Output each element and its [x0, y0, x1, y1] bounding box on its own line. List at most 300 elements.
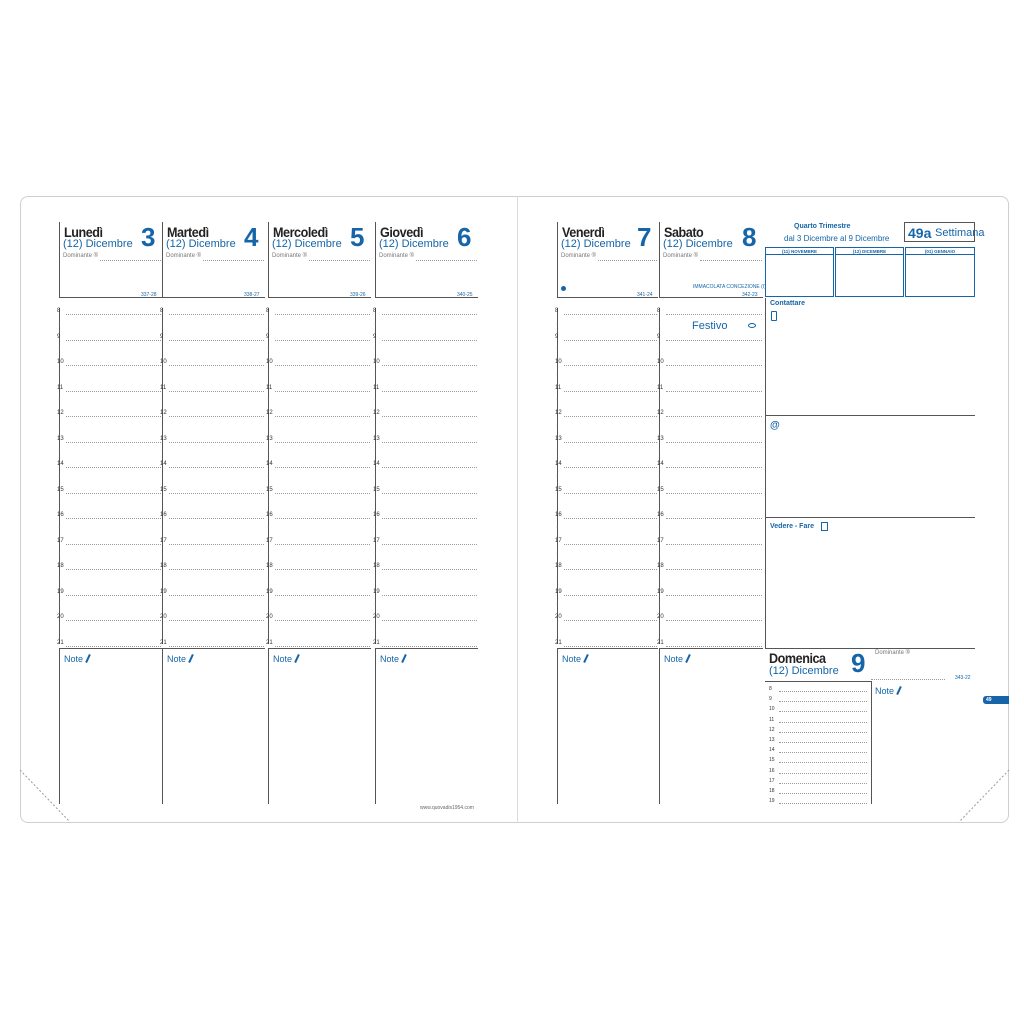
half-hour-marker: ◦ — [58, 320, 60, 327]
hour-label: 17 — [769, 777, 775, 784]
notes-area[interactable] — [557, 648, 658, 804]
hour-line[interactable] — [382, 340, 477, 341]
hour-line[interactable] — [275, 620, 370, 621]
hour-label: 18 — [373, 563, 380, 569]
notes-label-text: Note — [562, 654, 582, 664]
hour-line[interactable] — [382, 595, 477, 596]
hour-line[interactable] — [666, 467, 762, 468]
hour-label: 10 — [373, 359, 380, 365]
hour-label: 19 — [266, 588, 273, 595]
half-hour-marker: ◦ — [58, 499, 60, 505]
hour-label: 17 — [160, 537, 167, 544]
hour-label: 8 — [373, 308, 377, 314]
hour-line[interactable] — [564, 314, 657, 315]
hour-line[interactable] — [382, 518, 477, 519]
hour-line[interactable] — [666, 442, 762, 443]
hour-line[interactable] — [564, 442, 657, 443]
half-hour-marker: ◦ — [556, 320, 558, 327]
half-hour-marker: ◦ — [658, 346, 660, 352]
hour-line[interactable] — [382, 442, 477, 443]
half-hour-marker: ◦ — [658, 473, 660, 480]
hour-line[interactable] — [666, 416, 762, 417]
hour-label: 13 — [373, 435, 380, 442]
half-hour-marker: ◦ — [58, 473, 60, 480]
hour-label: 20 — [555, 614, 562, 620]
mini-calendar-january — [905, 247, 975, 297]
hour-line[interactable] — [169, 569, 264, 570]
hour-line[interactable] — [66, 620, 161, 621]
hour-label: 10 — [769, 706, 775, 713]
pen-icon — [401, 654, 407, 663]
half-hour-marker: ◦ — [267, 473, 269, 480]
day-number: 6 — [457, 222, 472, 252]
hour-line[interactable] — [564, 646, 657, 647]
hour-label: 20 — [373, 614, 380, 620]
hour-line[interactable] — [779, 762, 867, 763]
hour-line[interactable] — [779, 701, 867, 702]
hour-label: 20 — [57, 614, 64, 620]
hour-line[interactable] — [169, 544, 264, 545]
hour-label: 12 — [657, 410, 664, 416]
hour-line[interactable] — [66, 544, 161, 545]
hour-line[interactable] — [275, 365, 370, 366]
day-name: Sabato — [664, 224, 704, 240]
pen-icon — [896, 686, 902, 695]
hour-line[interactable] — [564, 595, 657, 596]
half-hour-marker: ◦ — [658, 371, 660, 378]
half-hour-marker: ◦ — [658, 448, 660, 454]
half-hour-marker: ◦ — [556, 346, 558, 352]
half-hour-marker: ◦ — [161, 550, 163, 556]
half-hour-marker: ◦ — [161, 422, 163, 429]
day-column — [375, 222, 478, 804]
hour-label: 18 — [657, 563, 664, 569]
hour-line[interactable] — [666, 340, 762, 341]
pen-icon — [685, 654, 691, 663]
hour-label: 11 — [373, 384, 380, 391]
half-hour-marker: ◦ — [58, 346, 60, 352]
hour-grid — [268, 308, 371, 644]
half-hour-marker: ◦ — [556, 626, 558, 633]
notes-label — [64, 654, 89, 664]
notes-label-text: Note — [273, 654, 293, 664]
hour-label: 17 — [266, 537, 273, 544]
hour-line[interactable] — [779, 793, 867, 794]
dominante-line — [416, 260, 477, 261]
notes-label-text: Note — [875, 686, 895, 696]
half-hour-marker: ◦ — [374, 473, 376, 480]
hour-label: 13 — [57, 435, 64, 442]
hour-label: 11 — [57, 384, 64, 391]
notes-area[interactable] — [659, 648, 763, 804]
hour-label: 20 — [266, 614, 273, 620]
day-name: Lunedì — [64, 224, 103, 240]
hour-line[interactable] — [779, 803, 867, 804]
hour-line[interactable] — [382, 391, 477, 392]
hour-label: 16 — [57, 512, 64, 518]
half-hour-marker: ◦ — [374, 397, 376, 403]
contattare-title: Contattare — [770, 300, 806, 307]
half-hour-marker: ◦ — [161, 346, 163, 352]
hour-label: 19 — [57, 588, 64, 595]
hour-line[interactable] — [382, 646, 477, 647]
half-hour-marker: ◦ — [58, 626, 60, 633]
pen-icon — [85, 654, 91, 663]
hour-line[interactable] — [382, 416, 477, 417]
half-hour-marker: ◦ — [267, 320, 269, 327]
hour-line[interactable] — [169, 493, 264, 494]
hour-line[interactable] — [275, 595, 370, 596]
dominante-line — [203, 260, 264, 261]
hour-line[interactable] — [66, 340, 161, 341]
hour-label: 16 — [160, 512, 167, 518]
sunday-top-line — [765, 648, 975, 649]
half-hour-marker: ◦ — [556, 371, 558, 378]
sunday-hours-top — [765, 681, 871, 682]
hour-label: 15 — [769, 757, 775, 764]
hour-line[interactable] — [779, 783, 867, 784]
spine — [517, 196, 518, 823]
hour-label: 19 — [657, 588, 664, 595]
hour-line[interactable] — [169, 442, 264, 443]
half-hour-marker: ◦ — [161, 320, 163, 327]
corner-elastic-left — [20, 770, 75, 825]
hour-label: 20 — [160, 614, 167, 620]
vedere-fare-title: Vedere - Fare — [770, 523, 814, 530]
right-panel-border — [765, 298, 766, 648]
half-hour-marker: ◦ — [374, 499, 376, 505]
hour-label: 12 — [160, 410, 167, 416]
hour-label: 10 — [657, 359, 664, 365]
week-tab[interactable]: 49 — [983, 696, 1009, 704]
hour-line[interactable] — [666, 493, 762, 494]
day-number: 5 — [350, 222, 365, 252]
hour-line[interactable] — [275, 544, 370, 545]
hour-line[interactable] — [66, 365, 161, 366]
day-header — [59, 222, 162, 298]
half-hour-marker: ◦ — [556, 550, 558, 556]
hour-label: 10 — [555, 359, 562, 365]
hour-line[interactable] — [382, 544, 477, 545]
hour-line[interactable] — [66, 442, 161, 443]
hour-label: 15 — [160, 486, 167, 493]
hour-line[interactable] — [382, 569, 477, 570]
half-hour-marker: ◦ — [658, 422, 660, 429]
half-hour-marker: ◦ — [58, 397, 60, 403]
dominante-label: Dominante ® — [663, 253, 699, 259]
pen-icon — [188, 654, 194, 663]
hour-label: 18 — [57, 563, 64, 569]
half-hour-marker: ◦ — [58, 601, 60, 607]
half-hour-marker: ◦ — [658, 575, 660, 582]
day-code: 339-26 — [350, 292, 366, 298]
eye-icon — [748, 323, 756, 328]
day-code: 342-23 — [742, 292, 758, 298]
hour-line[interactable] — [169, 416, 264, 417]
day-name: Martedì — [167, 224, 209, 240]
hour-line[interactable] — [779, 732, 867, 733]
day-header — [268, 222, 371, 298]
day-month: (12) Dicembre — [272, 238, 342, 250]
half-hour-marker: ◦ — [58, 550, 60, 556]
half-hour-marker: ◦ — [267, 397, 269, 403]
hour-line[interactable] — [66, 314, 161, 315]
at-icon: @ — [770, 420, 780, 431]
half-hour-marker: ◦ — [58, 575, 60, 582]
week-label: Settimana — [935, 227, 985, 239]
day-number: 8 — [742, 222, 757, 252]
hour-label: 17 — [373, 537, 380, 544]
holiday-label: IMMACOLATA CONCEZIONE (I) — [693, 284, 766, 290]
hour-label: 18 — [160, 563, 167, 569]
hour-line[interactable] — [666, 365, 762, 366]
half-hour-marker: ◦ — [374, 575, 376, 582]
hour-label: 11 — [160, 384, 167, 391]
hour-label: 16 — [657, 512, 664, 518]
hour-line[interactable] — [169, 340, 264, 341]
moon-phase-dot — [561, 286, 566, 291]
hour-line[interactable] — [779, 742, 867, 743]
hour-line[interactable] — [779, 722, 867, 723]
hour-line[interactable] — [169, 391, 264, 392]
hour-line[interactable] — [66, 518, 161, 519]
dominante-label: Dominante ® — [379, 253, 415, 259]
hour-line[interactable] — [66, 569, 161, 570]
hour-label: 14 — [657, 461, 664, 467]
hour-line[interactable] — [169, 467, 264, 468]
hour-label: 20 — [657, 614, 664, 620]
half-hour-marker: ◦ — [374, 524, 376, 531]
hour-label: 14 — [57, 461, 64, 467]
day-number: 3 — [141, 222, 156, 252]
hour-label: 14 — [555, 461, 562, 467]
hour-label: 8 — [657, 308, 661, 314]
hour-line[interactable] — [564, 365, 657, 366]
sunday-divider — [871, 681, 872, 804]
half-hour-marker: ◦ — [58, 448, 60, 454]
hour-label: 14 — [266, 461, 273, 467]
hour-line[interactable] — [169, 620, 264, 621]
hour-line[interactable] — [382, 467, 477, 468]
hour-label: 8 — [769, 686, 772, 692]
note-icon — [821, 522, 828, 531]
hour-line[interactable] — [382, 365, 477, 366]
hour-line[interactable] — [275, 493, 370, 494]
notes-label — [167, 654, 192, 664]
hour-label: 12 — [769, 726, 775, 733]
hour-line[interactable] — [275, 518, 370, 519]
half-hour-marker: ◦ — [374, 422, 376, 429]
hour-label: 9 — [657, 333, 661, 340]
day-column — [657, 222, 766, 804]
hour-line[interactable] — [275, 391, 370, 392]
notes-label[interactable] — [875, 686, 900, 696]
divider — [766, 517, 975, 518]
hour-grid — [375, 308, 478, 644]
day-code: 340-25 — [457, 292, 473, 298]
hour-line[interactable] — [275, 416, 370, 417]
week-badge — [904, 222, 985, 242]
hour-line[interactable] — [564, 416, 657, 417]
half-hour-marker: ◦ — [267, 524, 269, 531]
hour-line[interactable] — [275, 340, 370, 341]
day-month: (12) Dicembre — [561, 238, 631, 250]
half-hour-marker: ◦ — [267, 601, 269, 607]
hour-line[interactable] — [666, 646, 762, 647]
hour-label: 8 — [57, 308, 61, 314]
hour-line[interactable] — [666, 314, 762, 315]
half-hour-marker: ◦ — [267, 422, 269, 429]
hour-label: 9 — [769, 696, 772, 703]
hour-label: 9 — [57, 333, 61, 340]
hour-line[interactable] — [169, 314, 264, 315]
hour-line[interactable] — [779, 711, 867, 712]
hour-line[interactable] — [275, 569, 370, 570]
hour-line[interactable] — [66, 646, 161, 647]
sunday-block — [765, 648, 975, 804]
hour-line[interactable] — [66, 391, 161, 392]
day-name: Mercoledì — [273, 224, 328, 240]
hour-label: 12 — [266, 410, 273, 416]
hour-line[interactable] — [169, 518, 264, 519]
dominante-line — [700, 260, 762, 261]
notes-label-text: Note — [64, 654, 84, 664]
hour-line[interactable] — [382, 620, 477, 621]
mini-calendar-title: (11) NOVEMBRE — [766, 248, 833, 255]
hour-line[interactable] — [564, 544, 657, 545]
half-hour-marker: ◦ — [658, 499, 660, 505]
hour-label: 12 — [373, 410, 380, 416]
dominante-line — [598, 260, 657, 261]
half-hour-marker: ◦ — [556, 601, 558, 607]
hour-label: 15 — [266, 486, 273, 493]
half-hour-marker: ◦ — [267, 575, 269, 582]
hour-label: 11 — [769, 716, 775, 723]
hour-label: 14 — [373, 461, 380, 467]
hour-line[interactable] — [169, 595, 264, 596]
hour-label: 21 — [657, 639, 664, 646]
half-hour-marker: ◦ — [374, 320, 376, 327]
hour-grid — [59, 308, 162, 644]
dominante-line — [100, 260, 161, 261]
half-hour-marker: ◦ — [161, 575, 163, 582]
half-hour-marker: ◦ — [658, 550, 660, 556]
half-hour-marker: ◦ — [556, 524, 558, 531]
hour-line[interactable] — [779, 752, 867, 753]
hour-line[interactable] — [666, 518, 762, 519]
hour-line[interactable] — [564, 518, 657, 519]
hour-label: 16 — [769, 767, 775, 774]
hour-label: 21 — [266, 639, 273, 646]
hour-line[interactable] — [564, 620, 657, 621]
day-month: (12) Dicembre — [769, 665, 839, 677]
hour-line[interactable] — [564, 569, 657, 570]
hour-line[interactable] — [564, 467, 657, 468]
day-column — [162, 222, 265, 804]
hour-line[interactable] — [275, 467, 370, 468]
half-hour-marker: ◦ — [58, 371, 60, 378]
hour-label: 8 — [160, 308, 164, 314]
half-hour-marker: ◦ — [374, 601, 376, 607]
hour-line[interactable] — [666, 620, 762, 621]
hour-line[interactable] — [169, 646, 264, 647]
week-number: 49a — [908, 225, 932, 241]
hour-line[interactable] — [666, 595, 762, 596]
hour-line[interactable] — [66, 467, 161, 468]
day-code: 343-22 — [955, 675, 971, 681]
day-header — [659, 222, 766, 298]
dominante-label: Dominante ® — [875, 650, 911, 656]
half-hour-marker: ◦ — [161, 473, 163, 480]
hour-line[interactable] — [382, 314, 477, 315]
half-hour-marker: ◦ — [658, 397, 660, 403]
half-hour-marker: ◦ — [161, 448, 163, 454]
half-hour-marker: ◦ — [374, 626, 376, 633]
divider — [766, 415, 975, 416]
hour-label: 12 — [57, 410, 64, 416]
pen-icon — [294, 654, 300, 663]
hour-line[interactable] — [275, 314, 370, 315]
mini-calendar-title: (01) GENNAIO — [906, 248, 974, 255]
hour-line[interactable] — [275, 646, 370, 647]
day-code: 341-24 — [637, 292, 653, 298]
notes-label — [664, 654, 689, 664]
hour-label: 13 — [266, 435, 273, 442]
hour-line[interactable] — [666, 544, 762, 545]
day-month: (12) Dicembre — [63, 238, 133, 250]
hour-grid — [659, 308, 763, 644]
hour-label: 17 — [555, 537, 562, 544]
notes-area[interactable] — [375, 648, 478, 804]
half-hour-marker: ◦ — [556, 473, 558, 480]
notes-area[interactable] — [268, 648, 371, 804]
week-range: dal 3 Dicembre al 9 Dicembre — [784, 234, 890, 243]
hour-label: 10 — [160, 359, 167, 365]
half-hour-marker: ◦ — [556, 397, 558, 403]
dominante-line — [871, 679, 945, 680]
hour-label: 21 — [57, 639, 64, 646]
half-hour-marker: ◦ — [374, 346, 376, 352]
day-name: Domenica — [769, 650, 826, 666]
hour-line[interactable] — [382, 493, 477, 494]
hour-line[interactable] — [66, 493, 161, 494]
half-hour-marker: ◦ — [161, 371, 163, 378]
hour-label: 17 — [57, 537, 64, 544]
hour-line[interactable] — [779, 691, 867, 692]
half-hour-marker: ◦ — [556, 575, 558, 582]
hour-label: 12 — [555, 410, 562, 416]
hour-line[interactable] — [666, 391, 762, 392]
hour-label: 15 — [57, 486, 64, 493]
hour-label: 15 — [657, 486, 664, 493]
hour-line[interactable] — [66, 416, 161, 417]
hour-line[interactable] — [66, 595, 161, 596]
hour-line[interactable] — [564, 340, 657, 341]
half-hour-marker: ◦ — [556, 448, 558, 454]
dominante-label: Dominante ® — [561, 253, 597, 259]
hour-line[interactable] — [169, 365, 264, 366]
hour-line[interactable] — [564, 391, 657, 392]
hour-line[interactable] — [275, 442, 370, 443]
hour-label: 13 — [555, 435, 562, 442]
hour-line[interactable] — [666, 569, 762, 570]
hour-line[interactable] — [779, 773, 867, 774]
hour-line[interactable] — [564, 493, 657, 494]
half-hour-marker: ◦ — [267, 626, 269, 633]
hour-label: 10 — [57, 359, 64, 365]
notes-area[interactable] — [162, 648, 265, 804]
hour-label: 11 — [657, 384, 664, 391]
